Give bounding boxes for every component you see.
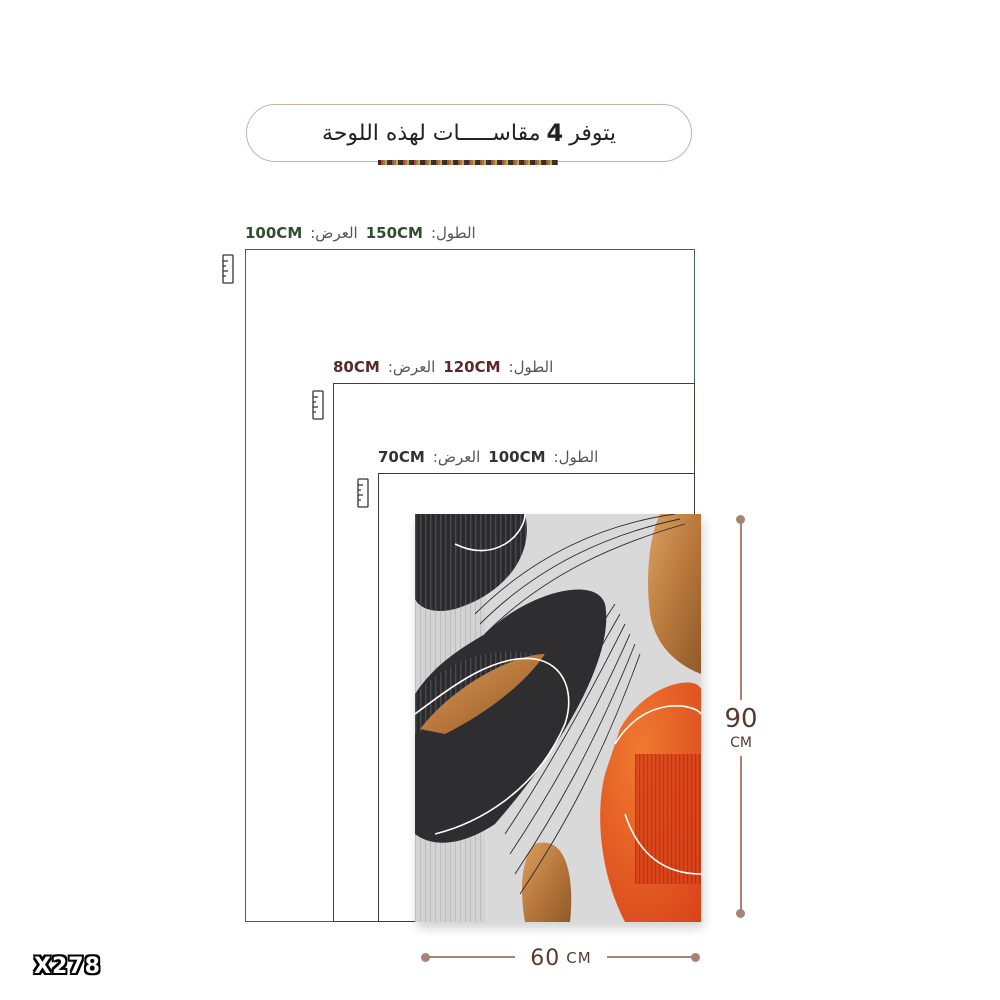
width-dimension-dot — [691, 953, 700, 962]
size-label-large — [245, 224, 476, 242]
ruler-icon — [357, 478, 369, 508]
height-dimension-dot — [736, 909, 745, 918]
header-suffix: مقاســـــات لهذه اللوحة — [322, 120, 541, 146]
width-value: 80CM — [333, 358, 380, 376]
length-value: 150CM — [365, 224, 423, 242]
length-label: الطول: — [430, 224, 476, 242]
height-number: 90 — [724, 704, 758, 734]
length-label: الطول: — [553, 448, 599, 466]
width-dimension-label — [515, 944, 607, 972]
length-value: 100CM — [488, 448, 546, 466]
size-label-small — [378, 448, 598, 466]
abstract-painting — [415, 514, 701, 922]
width-dimension-dot — [421, 953, 430, 962]
width-value: 100CM — [245, 224, 303, 242]
header-title — [246, 104, 692, 162]
product-code: X278 — [34, 954, 101, 979]
ruler-icon — [312, 390, 324, 420]
width-unit: CM — [566, 949, 592, 967]
header-count: 4 — [546, 119, 564, 147]
width-label: العرض: — [432, 448, 481, 466]
ruler-icon — [222, 254, 234, 284]
width-label: العرض: — [310, 224, 358, 242]
height-dimension-label — [716, 700, 766, 756]
width-label: العرض: — [387, 358, 436, 376]
length-label: الطول: — [508, 358, 554, 376]
width-value: 70CM — [378, 448, 425, 466]
header-prefix: يتوفر — [569, 120, 616, 146]
length-value: 120CM — [443, 358, 501, 376]
width-number: 60 — [530, 945, 561, 971]
size-label-medium — [333, 358, 553, 376]
decorative-strip — [378, 160, 558, 165]
height-dimension-dot — [736, 515, 745, 524]
height-unit: CM — [730, 735, 752, 751]
